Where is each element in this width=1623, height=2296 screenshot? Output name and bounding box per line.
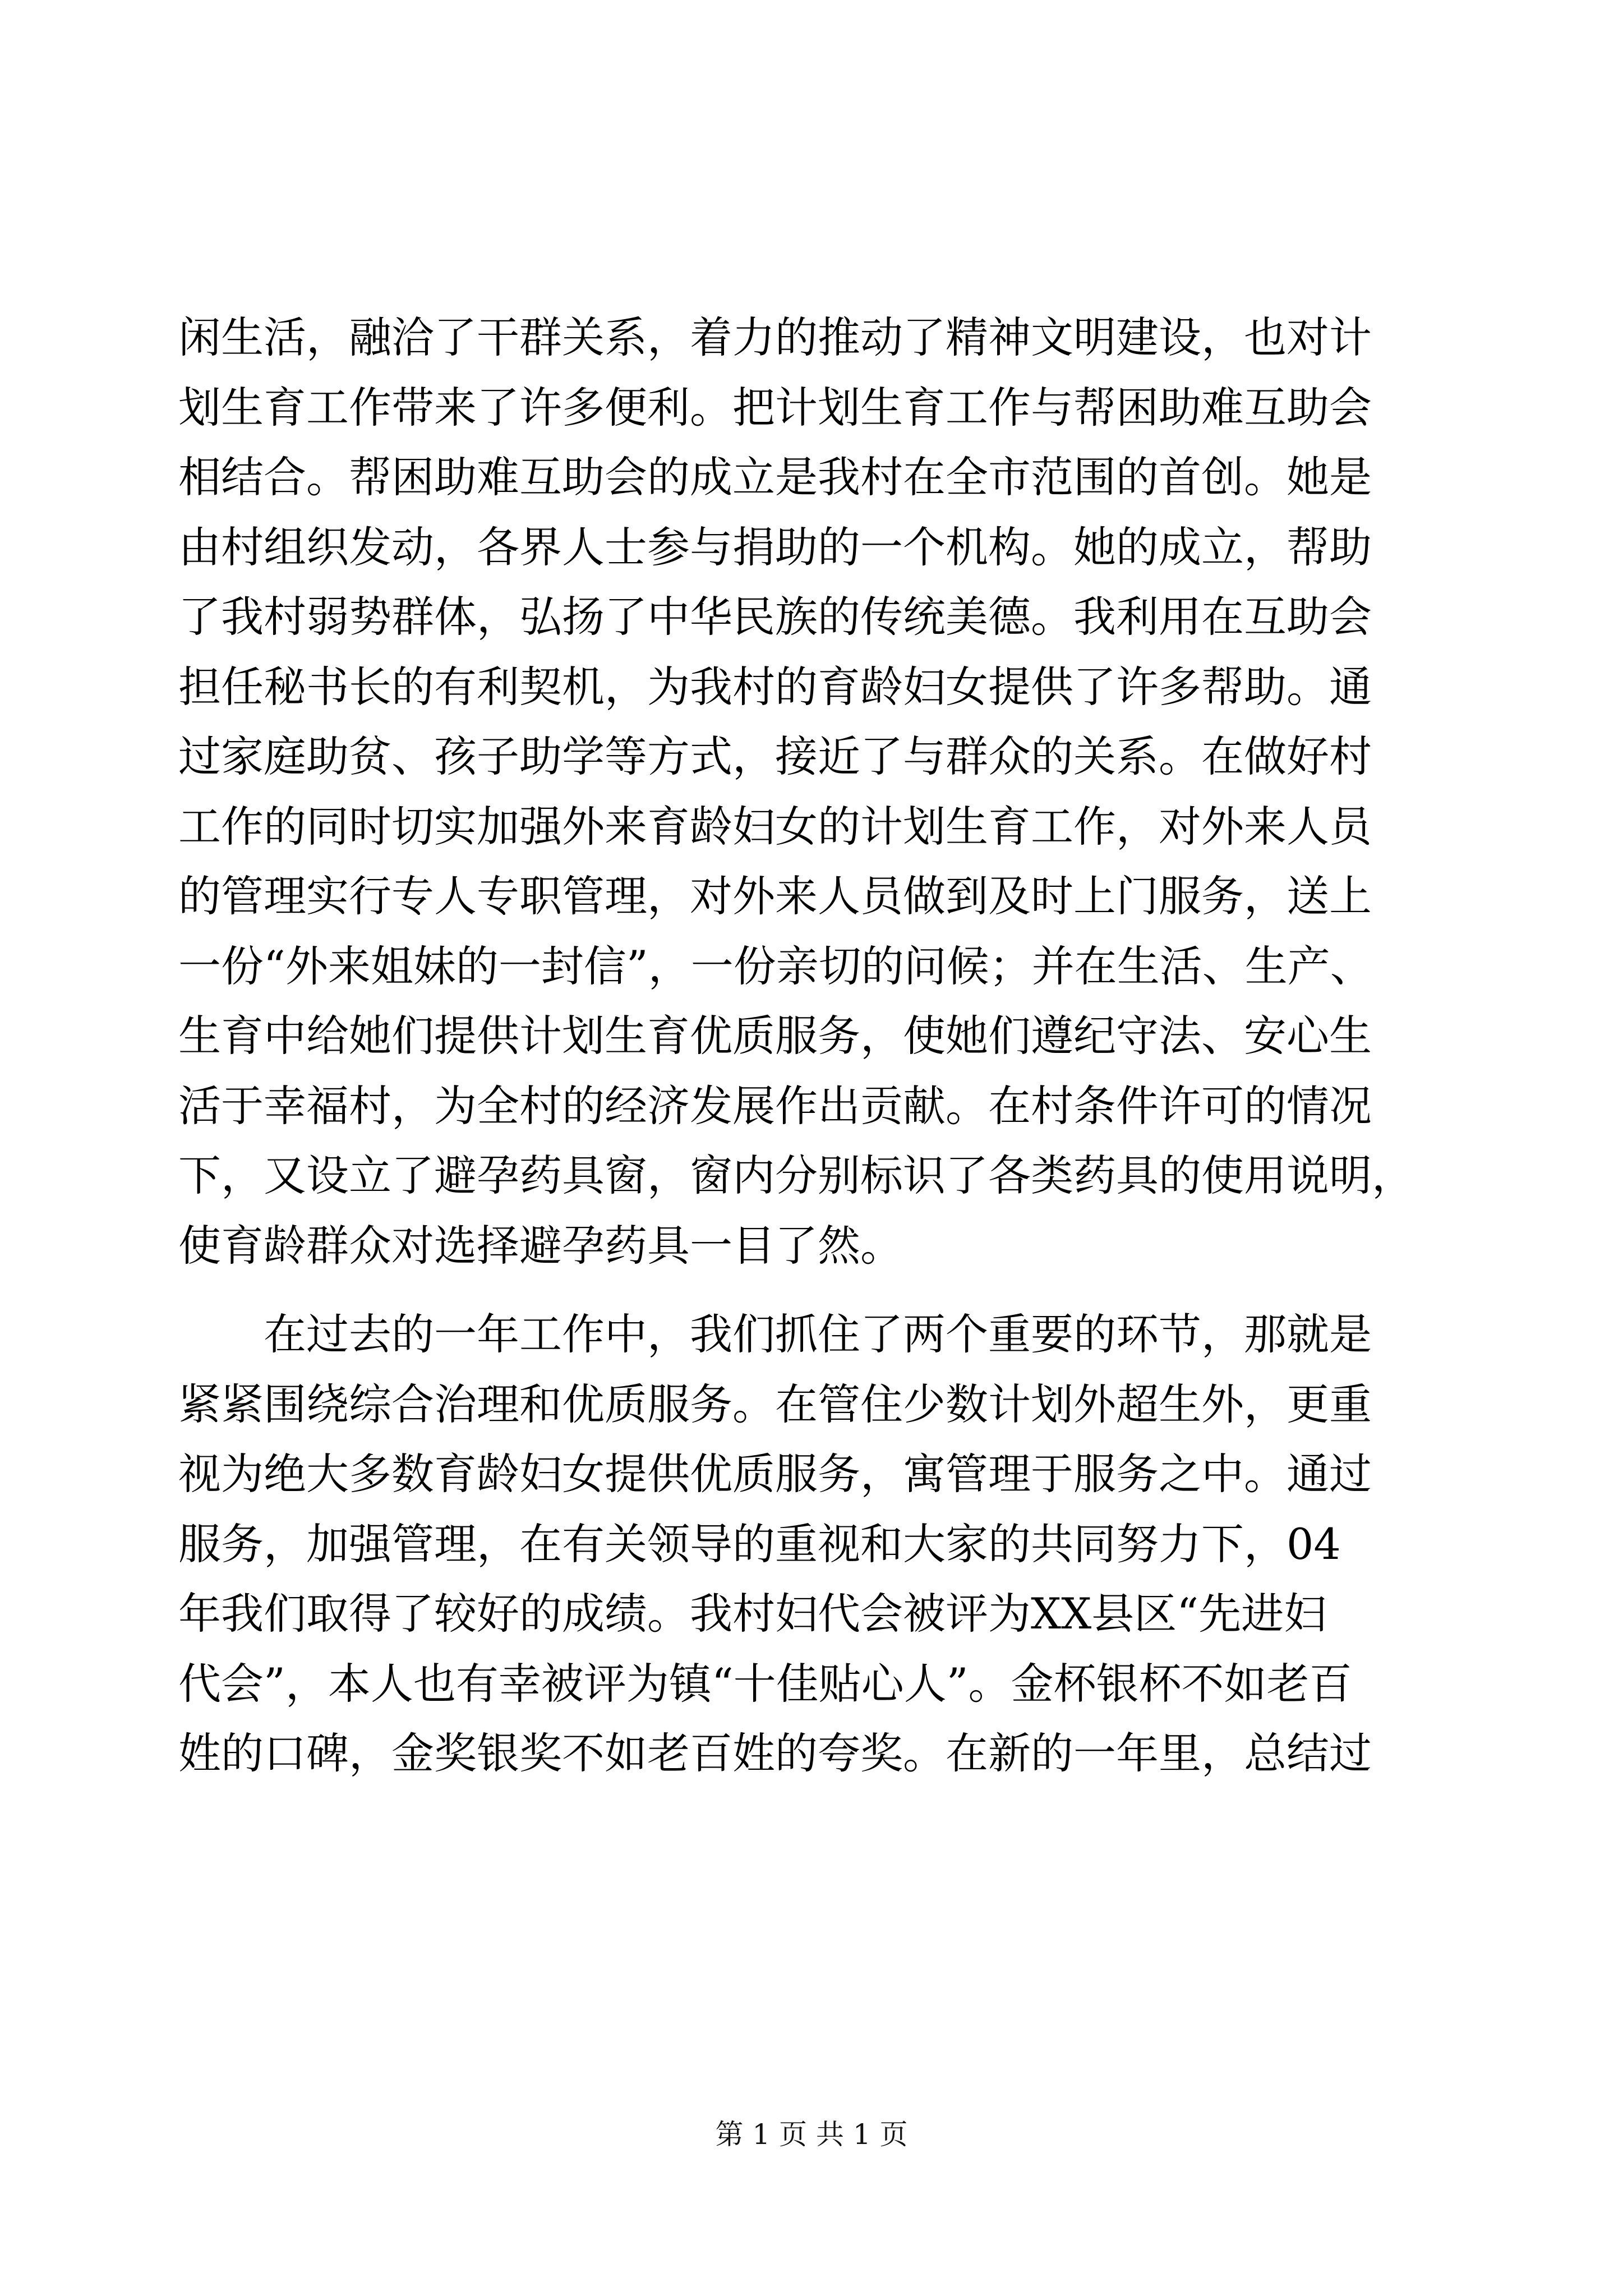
text-line: 年我们取得了较好的成绩。我村妇代会被评为XX县区“先进妇: [178, 1589, 1327, 1639]
text-line: 视为绝大多数育龄妇女提供优质服务，寓管理于服务之中。通过: [178, 1449, 1372, 1499]
text-line: 了我村弱势群体，弘扬了中华民族的传统美德。我利用在互助会: [178, 592, 1372, 642]
text-line: 代会”，本人也有幸被评为镇“十佳贴心人”。金杯银杯不如老百: [178, 1658, 1352, 1709]
page-number-label: 第 1 页 共 1 页: [715, 2118, 908, 2151]
text-line: 划生育工作带来了许多便利。把计划生育工作与帮困助难互助会: [178, 382, 1372, 432]
paragraph-start-line: 在过去的一年工作中，我们抓住了两个重要的环节，那就是: [178, 1309, 1372, 1359]
text-line: 服务，加强管理，在有关领导的重视和大家的共同努力下，04: [178, 1519, 1341, 1569]
body-text: [178, 303, 1443, 1789]
text-line: 紧紧围绕综合治理和优质服务。在管住少数计划外超生外，更重: [178, 1379, 1372, 1429]
text-line: 过家庭助贫、孩子助学等方式，接近了与群众的关系。在做好村: [178, 731, 1372, 781]
text-line: 一份“外来姐妹的一封信”，一份亲切的问候；并在生活、生产、: [178, 941, 1373, 991]
text-line: 闲生活，融洽了干群关系，着力的推动了精神文明建设，也对计: [178, 312, 1372, 362]
text-line: 相结合。帮困助难互助会的成立是我村在全市范围的首创。她是: [178, 452, 1372, 502]
text-line: 由村组织发动，各界人士参与捐助的一个机构。她的成立，帮助: [178, 522, 1372, 572]
text-line: 活于幸福村，为全村的经济发展作出贡献。在村条件许可的情况: [178, 1080, 1372, 1131]
text-line: 生育中给她们提供计划生育优质服务，使她们遵纪守法、安心生: [178, 1011, 1372, 1061]
text-line: 担任秘书长的有利契机，为我村的育龄妇女提供了许多帮助。通: [178, 661, 1372, 712]
text-line: 工作的同时切实加强外来育龄妇女的计划生育工作，对外来人员: [178, 801, 1372, 852]
text-line: 姓的口碑，金奖银奖不如老百姓的夸奖。在新的一年里，总结过: [178, 1728, 1372, 1778]
text-line: 的管理实行专人专职管理，对外来人员做到及时上门服务，送上: [178, 871, 1372, 921]
text-line: 使育龄群众对选择避孕药具一目了然。: [178, 1220, 903, 1271]
page-footer: [0, 2118, 1623, 2151]
text-line: 下，又设立了避孕药具窗，窗内分别标识了各类药具的使用说明，: [178, 1151, 1414, 1200]
